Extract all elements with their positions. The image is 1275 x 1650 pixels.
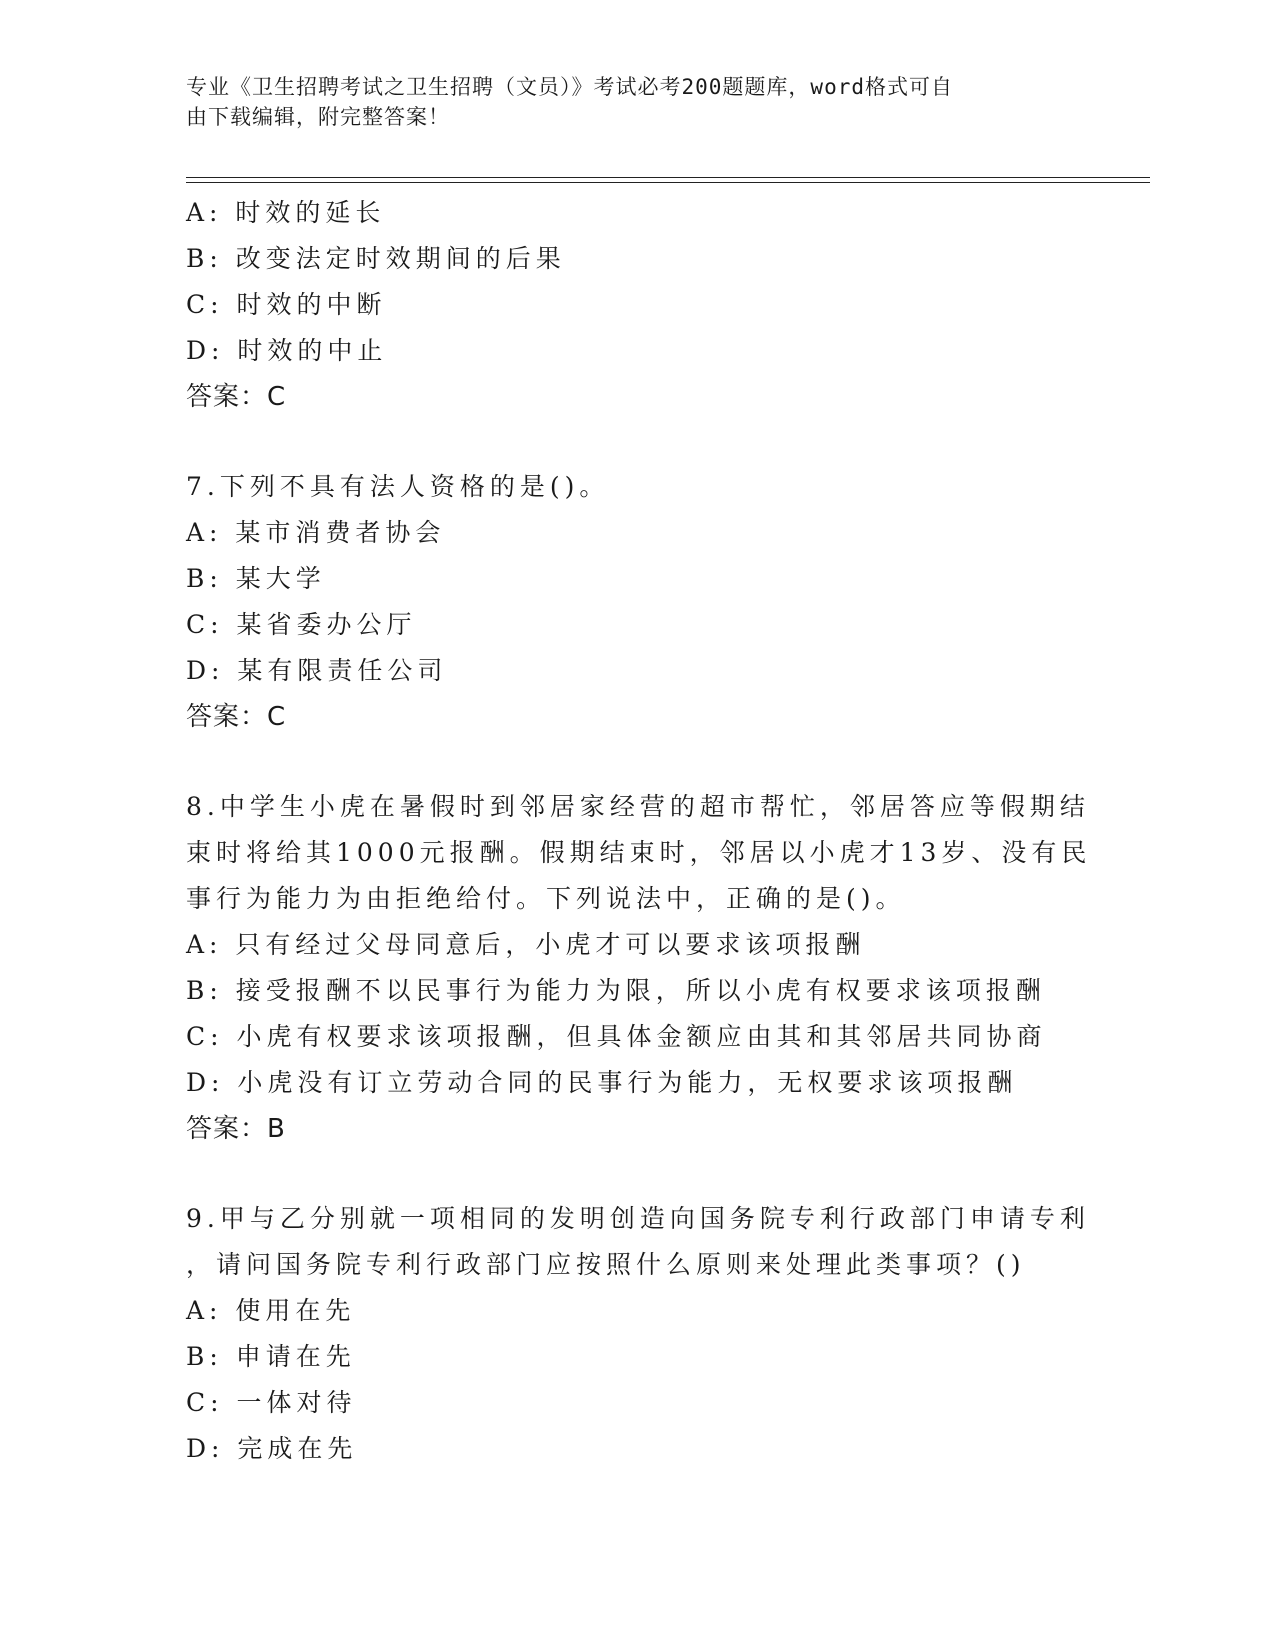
question-spacer [186,1152,1086,1196]
option-b: B: 申请在先 [186,1342,356,1371]
option-d: D: 时效的中止 [186,336,388,365]
option-c: C: 时效的中断 [186,290,387,319]
answer: 答案：B [186,1114,286,1144]
option-a: A: 时效的延长 [186,198,386,227]
question-stem-line-1: 9.甲与乙分别就一项相同的发明创造向国务院专利行政部门申请专利 [186,1204,1090,1233]
option-a: A: 只有经过父母同意后，小虎才可以要求该项报酬 [186,930,866,959]
option-d: D: 小虎没有订立劳动合同的民事行为能力，无权要求该项报酬 [186,1068,1018,1097]
question-spacer [186,420,1086,464]
question-spacer [186,740,1086,784]
question-7 [186,464,1086,740]
option-a: A: 使用在先 [186,1296,356,1325]
option-b: B: 接受报酬不以民事行为能力为限，所以小虎有权要求该项报酬 [186,976,1046,1005]
question-9 [186,1196,1090,1472]
question-stem-line-2: 束时将给其1000元报酬。假期结束时，邻居以小虎才13岁、没有民 [186,838,1092,867]
option-c: C: 某省委办公厅 [186,610,417,639]
option-a: A: 某市消费者协会 [186,518,446,547]
header-rule-bottom [186,182,1150,183]
header-line-2: 由下载编辑，附完整答案！ [186,105,450,129]
option-d: D: 某有限责任公司 [186,656,448,685]
answer: 答案：C [186,382,287,412]
header-line-1: 专业《卫生招聘考试之卫生招聘（文员）》考试必考200题题库，word格式可自 [186,75,953,99]
document-header [186,72,1066,132]
header-rule-top [186,177,1150,178]
question-stem-line-2: ，请问国务院专利行政部门应按照什么原则来处理此类事项？() [186,1250,1026,1279]
question-stem: 7.下列不具有法人资格的是()。 [186,472,610,501]
answer: 答案：C [186,702,287,732]
option-b: B: 改变法定时效期间的后果 [186,244,566,273]
question-stem-line-1: 8.中学生小虎在暑假时到邻居家经营的超市帮忙，邻居答应等假期结 [186,792,1090,821]
question-stem-line-3: 事行为能力为由拒绝给付。下列说法中，正确的是()。 [186,884,906,913]
option-c: C: 小虎有权要求该项报酬，但具体金额应由其和其邻居共同协商 [186,1022,1047,1051]
question-8 [186,784,1092,1152]
option-b: B: 某大学 [186,564,326,593]
option-c: C: 一体对待 [186,1388,357,1417]
option-d: D: 完成在先 [186,1434,358,1463]
question-list [186,190,1092,1472]
question-6 [186,190,1086,420]
